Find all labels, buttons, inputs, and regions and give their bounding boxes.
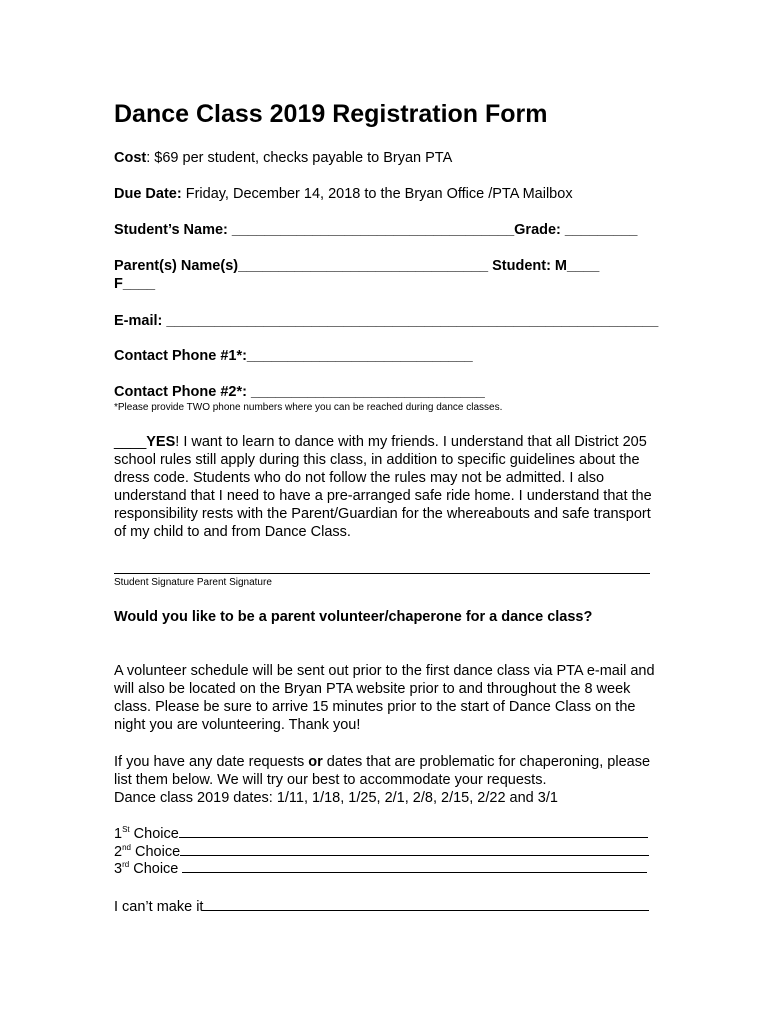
due-date-text: Friday, December 14, 2018 to the Bryan Office /PTA Mailbox xyxy=(181,186,573,202)
choice-2-num: 2 xyxy=(114,844,123,860)
requests-text-2: dates that are problematic for chaperoning, please list them below. We will try our best to accommodate your requests. xyxy=(114,754,651,788)
phone-note: *Please provide TWO phone numbers where you can be reached during dance classes. xyxy=(114,402,503,413)
choice-3-num: 3 xyxy=(114,861,123,877)
contact-phone-1-field[interactable]: Contact Phone #1*:____________________________ xyxy=(114,348,473,364)
student-name-field[interactable]: Student’s Name: ___________________________________Grade: _________ xyxy=(114,222,638,238)
choice-2-row[interactable] xyxy=(114,843,649,860)
choice-1-input-line[interactable] xyxy=(179,825,648,838)
requests-or: or xyxy=(308,754,323,770)
cost-label: Cost xyxy=(114,150,147,166)
volunteer-question: Would you like to be a parent volunteer/chaperone for a dance class? xyxy=(114,609,593,625)
cant-make-row[interactable] xyxy=(114,898,649,915)
agreement-text: ! I want to learn to dance with my friends. I understand that all District 205 school rules still apply during this class, in addition to specific guidelines about the dress code. Students who do not follow the rules may not be admitted. I also understand that I need to have a pre-arranged safe ride home. I understand that the responsibility rests with the Parent/Guardian for the whereabouts and safe transport of my child to and from Dance Class. xyxy=(114,434,652,540)
contact-phone-2-field[interactable]: Contact Phone #2*: _____________________________ xyxy=(114,384,485,400)
email-field[interactable]: E-mail: _____________________________________________________________ xyxy=(114,313,659,329)
requests-text-1: If you have any date requests xyxy=(114,754,309,770)
due-date-label: Due Date: xyxy=(114,186,182,202)
student-gender-f-field[interactable]: F____ xyxy=(114,276,156,292)
requests-paragraph xyxy=(114,753,659,789)
cant-make-input-line[interactable] xyxy=(203,898,649,911)
choice-3-row[interactable] xyxy=(114,860,647,877)
due-date-line xyxy=(114,186,573,202)
agreement-paragraph xyxy=(114,433,659,541)
dance-dates: Dance class 2019 dates: 1/11, 1/18, 1/25, 2/1, 2/8, 2/15, 2/22 and 3/1 xyxy=(114,790,558,806)
signature-line[interactable] xyxy=(114,573,650,574)
schedule-paragraph: A volunteer schedule will be sent out prior to the first dance class via PTA e-mail and will also be located on the Bryan PTA website prior to and throughout the 8 week class. Please be sure to arrive 15 minutes prior to the start of Dance Class on the night you are volunteering. Thank you! xyxy=(114,663,655,733)
parent-names-field[interactable]: Parent(s) Name(s)_______________________________ Student: M____ xyxy=(114,258,600,274)
signature-caption: Student Signature Parent Signature xyxy=(114,577,272,588)
cost-text: : $69 per student, checks payable to Bryan PTA xyxy=(146,150,453,166)
cant-make-label: I can’t make it xyxy=(114,899,204,915)
choice-1-sup: St xyxy=(122,825,130,835)
choice-3-input-line[interactable] xyxy=(182,860,647,873)
choice-1-num: 1 xyxy=(114,826,123,842)
agreement-yes: YES xyxy=(146,434,176,450)
choice-3-sup: rd xyxy=(122,860,130,870)
cost-line xyxy=(114,150,452,166)
choice-3-label: Choice xyxy=(129,861,183,877)
choice-2-sup: nd xyxy=(122,843,131,853)
page-title: Dance Class 2019 Registration Form xyxy=(114,100,548,128)
choice-2-label: Choice xyxy=(130,844,181,860)
agreement-blank[interactable]: ____ xyxy=(114,434,147,450)
choice-1-row[interactable] xyxy=(114,825,648,842)
choice-1-label: Choice xyxy=(129,826,179,842)
choice-2-input-line[interactable] xyxy=(180,843,649,856)
